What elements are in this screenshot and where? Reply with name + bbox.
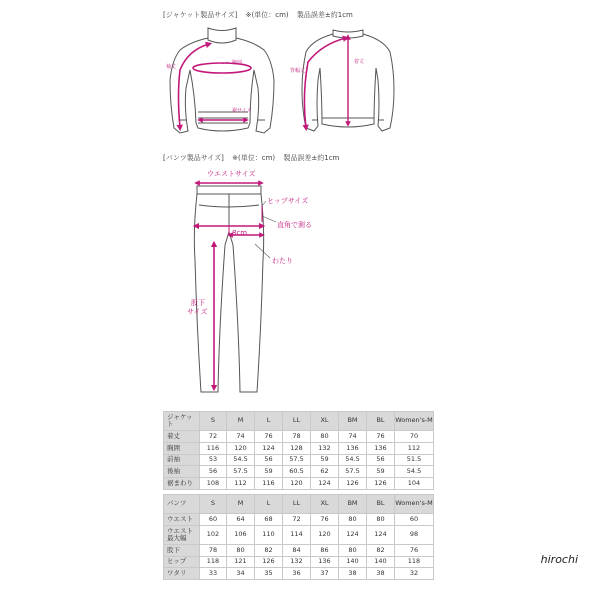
table-cell: 59 xyxy=(311,454,339,466)
table-cell: 54.5 xyxy=(227,454,255,466)
table-row-label: 股下 xyxy=(164,544,200,556)
table-cell: 57.5 xyxy=(339,466,367,478)
jacket-hem-label: 裾サイズ xyxy=(232,108,252,114)
table-header-cell: XL xyxy=(311,412,339,431)
table-cell: 33 xyxy=(200,568,227,580)
table-cell: 84 xyxy=(283,544,311,556)
table-header-cell: ジャケット xyxy=(164,412,200,431)
table-cell: 104 xyxy=(395,478,434,490)
table-cell: 60 xyxy=(200,514,227,526)
pants-thigh-label: わたり xyxy=(272,257,293,265)
jacket-header-title: [ジャケット製品サイズ] xyxy=(163,11,238,19)
table-cell: 140 xyxy=(339,556,367,568)
table-header-cell: S xyxy=(200,495,227,514)
table-cell: 80 xyxy=(311,431,339,443)
table-row-label: 裾まわり xyxy=(164,478,200,490)
watermark: hirochi xyxy=(540,553,578,566)
table-row xyxy=(164,442,434,454)
table-cell: 132 xyxy=(311,442,339,454)
table-cell: 76 xyxy=(255,431,283,443)
table-cell: 82 xyxy=(255,544,283,556)
table-cell: 37 xyxy=(311,568,339,580)
jacket-sleeve-label: 袖丈 xyxy=(166,64,177,70)
table-cell: 60 xyxy=(395,514,434,526)
table-header-cell: M xyxy=(227,412,255,431)
table-cell: 136 xyxy=(311,556,339,568)
pants-header-unit: ※(単位：cm) xyxy=(232,154,276,162)
table-cell: 106 xyxy=(227,525,255,544)
table-cell: 78 xyxy=(200,544,227,556)
table-header-cell: L xyxy=(255,412,283,431)
table-cell: 80 xyxy=(339,544,367,556)
pants-drawing xyxy=(194,186,263,392)
table-row xyxy=(164,544,434,556)
table-cell: 126 xyxy=(255,556,283,568)
table-row-label: 胸囲 xyxy=(164,442,200,454)
table-cell: 120 xyxy=(283,478,311,490)
table-cell: 68 xyxy=(255,514,283,526)
table-cell: 102 xyxy=(200,525,227,544)
table-cell: 86 xyxy=(311,544,339,556)
table-cell: 118 xyxy=(395,556,434,568)
table-row-label: 後袖 xyxy=(164,466,200,478)
table-cell: 120 xyxy=(227,442,255,454)
table-cell: 118 xyxy=(200,556,227,568)
table-cell: 140 xyxy=(367,556,395,568)
table-cell: 124 xyxy=(339,525,367,544)
table-cell: 108 xyxy=(200,478,227,490)
table-cell: 126 xyxy=(339,478,367,490)
table-row-label: ヒップ xyxy=(164,556,200,568)
table-cell: 36 xyxy=(283,568,311,580)
table-header-cell: Women's-M xyxy=(395,412,434,431)
table-row xyxy=(164,431,434,443)
table-cell: 76 xyxy=(311,514,339,526)
pants-hip-label: ヒップサイズ xyxy=(267,197,309,205)
table-cell: 60.5 xyxy=(283,466,311,478)
table-cell: 74 xyxy=(339,431,367,443)
table-cell: 78 xyxy=(283,431,311,443)
table-cell: 56 xyxy=(255,454,283,466)
jacket-front-drawing xyxy=(170,28,274,133)
table-row xyxy=(164,466,434,478)
pants-right-angle-label: 直角で測る xyxy=(277,221,312,229)
table-cell: 80 xyxy=(227,544,255,556)
table-cell: 74 xyxy=(227,431,255,443)
table-header-cell: LL xyxy=(283,412,311,431)
jacket-length-label: 着丈 xyxy=(354,59,365,65)
table-row xyxy=(164,525,434,544)
table-cell: 72 xyxy=(200,431,227,443)
table-cell: 124 xyxy=(255,442,283,454)
table-cell: 72 xyxy=(283,514,311,526)
pants-size-table xyxy=(163,494,434,580)
table-cell: 56 xyxy=(200,466,227,478)
table-cell: 59 xyxy=(367,466,395,478)
table-row xyxy=(164,568,434,580)
pants-waist-label: ウエストサイズ xyxy=(207,170,256,178)
table-cell: 53 xyxy=(200,454,227,466)
pants-inseam-label-1: 股下 xyxy=(191,299,205,307)
table-row-label: ウエスト xyxy=(164,514,200,526)
table-header-cell: L xyxy=(255,495,283,514)
pants-table-header-row xyxy=(164,495,434,514)
table-row-label: ウエスト最大幅 xyxy=(164,525,200,544)
table-cell: 76 xyxy=(367,431,395,443)
table-cell: 54.5 xyxy=(395,466,434,478)
pants-header-tolerance: 製品誤差±約1cm xyxy=(283,154,340,162)
table-cell: 80 xyxy=(367,514,395,526)
table-header-cell: XL xyxy=(311,495,339,514)
table-cell: 76 xyxy=(395,544,434,556)
table-cell: 116 xyxy=(200,442,227,454)
table-cell: 124 xyxy=(311,478,339,490)
table-row xyxy=(164,514,434,526)
table-header-cell: BL xyxy=(367,412,395,431)
table-cell: 116 xyxy=(255,478,283,490)
table-row xyxy=(164,556,434,568)
jacket-back-width-label: 背幅丈 xyxy=(290,68,306,74)
table-cell: 132 xyxy=(283,556,311,568)
table-cell: 38 xyxy=(339,568,367,580)
table-cell: 57.5 xyxy=(227,466,255,478)
table-cell: 136 xyxy=(339,442,367,454)
table-header-cell: S xyxy=(200,412,227,431)
table-cell: 64 xyxy=(227,514,255,526)
pants-8cm-label: 8cm xyxy=(232,229,248,237)
table-cell: 56 xyxy=(367,454,395,466)
jacket-header-unit: ※(単位：cm) xyxy=(245,11,289,19)
table-cell: 70 xyxy=(395,431,434,443)
table-row xyxy=(164,454,434,466)
table-row-label: 前袖 xyxy=(164,454,200,466)
table-cell: 136 xyxy=(367,442,395,454)
jacket-back-measures xyxy=(290,37,364,128)
table-cell: 38 xyxy=(367,568,395,580)
table-cell: 124 xyxy=(367,525,395,544)
table-row xyxy=(164,478,434,490)
jacket-front-measures xyxy=(166,44,252,128)
table-row-label: 着丈 xyxy=(164,431,200,443)
table-cell: 110 xyxy=(255,525,283,544)
table-cell: 32 xyxy=(395,568,434,580)
table-row-label: ワタリ xyxy=(164,568,200,580)
table-header-cell: BM xyxy=(339,495,367,514)
table-header-cell: LL xyxy=(283,495,311,514)
table-cell: 35 xyxy=(255,568,283,580)
jacket-table-header-row xyxy=(164,412,434,431)
table-cell: 121 xyxy=(227,556,255,568)
table-cell: 54.5 xyxy=(339,454,367,466)
jacket-chest-label: 胸囲 xyxy=(232,60,243,66)
table-header-cell: BL xyxy=(367,495,395,514)
jacket-header-tolerance: 製品誤差±約1cm xyxy=(296,11,353,19)
table-cell: 98 xyxy=(395,525,434,544)
table-cell: 62 xyxy=(311,466,339,478)
table-cell: 120 xyxy=(311,525,339,544)
table-cell: 34 xyxy=(227,568,255,580)
table-header-cell: M xyxy=(227,495,255,514)
jacket-size-table xyxy=(163,411,434,490)
table-cell: 126 xyxy=(367,478,395,490)
table-header-cell: Women's-M xyxy=(395,495,434,514)
pants-header-title: [パンツ製品サイズ] xyxy=(163,154,224,162)
pants-measures xyxy=(187,170,312,388)
table-cell: 57.5 xyxy=(283,454,311,466)
table-cell: 51.5 xyxy=(395,454,434,466)
table-cell: 112 xyxy=(395,442,434,454)
table-cell: 112 xyxy=(227,478,255,490)
table-cell: 128 xyxy=(283,442,311,454)
table-cell: 82 xyxy=(367,544,395,556)
pants-inseam-label-2: サイズ xyxy=(187,308,208,316)
table-cell: 80 xyxy=(339,514,367,526)
table-cell: 114 xyxy=(283,525,311,544)
table-header-cell: BM xyxy=(339,412,367,431)
table-cell: 59 xyxy=(255,466,283,478)
table-header-cell: パンツ xyxy=(164,495,200,514)
